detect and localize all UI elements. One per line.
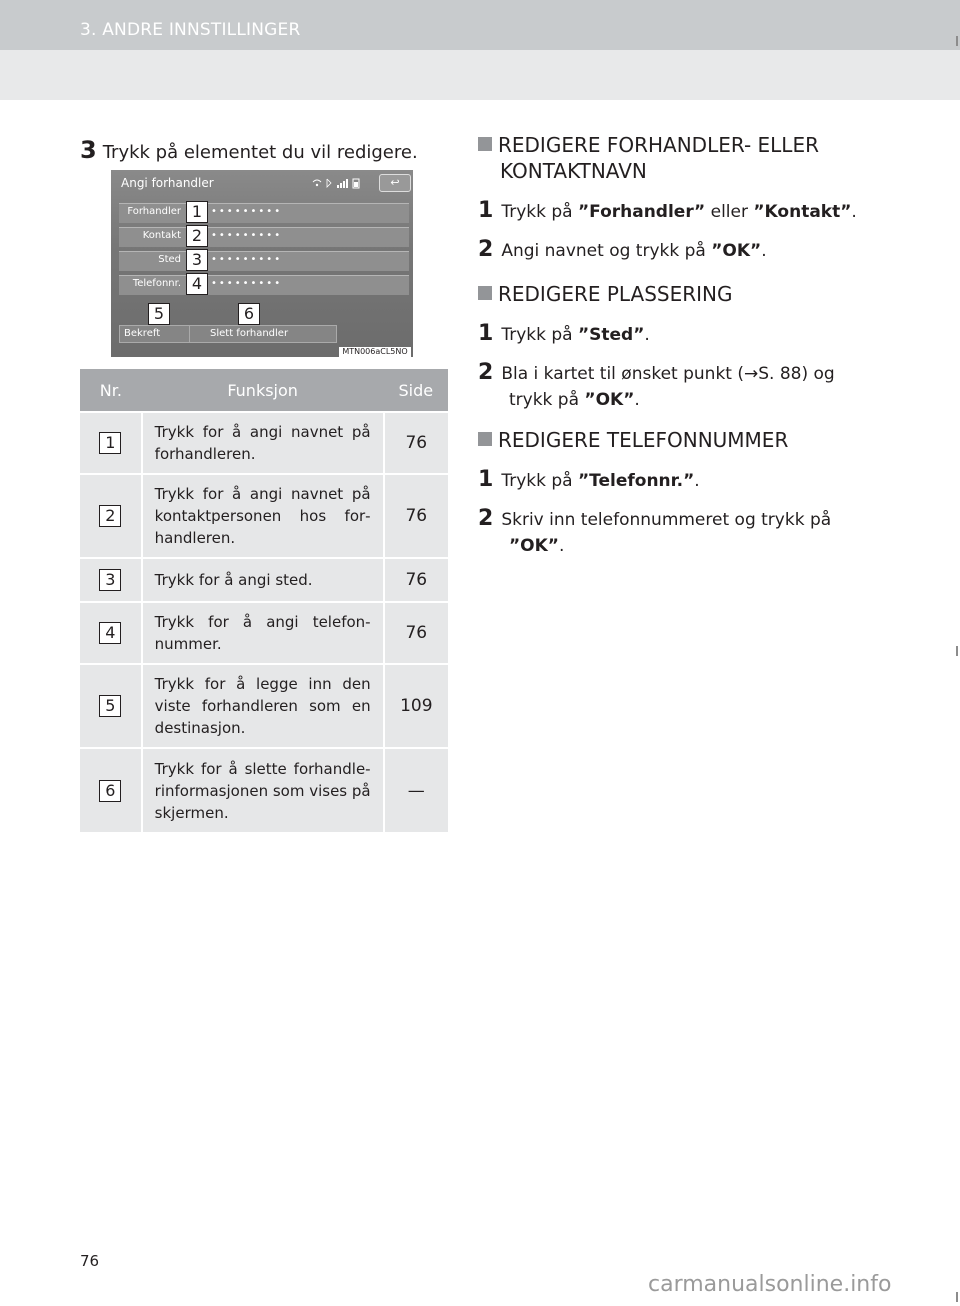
step-key-kontakt: ”Kontakt”	[753, 202, 852, 222]
row-function: Trykk for å angi telefonnummer.	[142, 602, 384, 664]
step-text: .	[694, 471, 700, 491]
section-edit-phone	[478, 427, 858, 559]
section-edit-name	[478, 132, 858, 264]
step-1	[478, 198, 858, 225]
figure-code: MTN006aCL5NO	[339, 347, 411, 357]
row-function: Trykk for å angi sted.	[142, 558, 384, 602]
delete-label: Slett forhandler	[210, 328, 289, 339]
step-text: .	[644, 325, 650, 345]
row-label: Forhandler	[127, 206, 181, 217]
row-sted[interactable]	[119, 251, 409, 271]
step-key-ok: ”OK”	[711, 241, 762, 261]
row-label: Sted	[158, 254, 181, 265]
step-text: eller	[705, 202, 754, 222]
step-text: Trykk på elementet du vil redigere.	[102, 142, 418, 163]
row-page: 109	[384, 664, 448, 748]
row-page: —	[384, 748, 448, 832]
step-text: .	[558, 536, 565, 556]
row-nr	[80, 664, 142, 748]
step-text: Trykk på	[501, 202, 578, 222]
section-edit-location	[478, 281, 858, 413]
heading-text: REDIGERE TELEFONNUMMER	[498, 428, 789, 452]
header-nr: Nr.	[80, 369, 142, 412]
row-nr	[80, 558, 142, 602]
confirm-button[interactable]	[119, 325, 191, 343]
table-header-row	[80, 369, 448, 412]
step-text: .	[851, 202, 857, 222]
row-value: •••••••••	[211, 278, 283, 289]
callout-badge: 4	[186, 273, 208, 295]
step-number: 1	[478, 198, 494, 223]
callout-badge: 6	[238, 303, 260, 325]
status-icons	[311, 177, 367, 192]
page-number: 76	[80, 1252, 100, 1270]
header-subbar	[0, 50, 960, 100]
step-text: .	[761, 241, 767, 261]
step-2	[478, 237, 858, 264]
step-text: .	[634, 390, 640, 410]
step-number: 2	[478, 360, 494, 385]
row-kontakt[interactable]	[119, 227, 409, 247]
callout-badge: 5	[148, 303, 170, 325]
nr-box: 6	[99, 780, 121, 802]
step-number: 1	[478, 467, 494, 492]
callout-badge: 2	[186, 225, 208, 247]
section-heading	[478, 427, 858, 453]
nr-box: 3	[99, 569, 121, 591]
watermark: carmanualsonline.info	[648, 1272, 892, 1297]
row-value: •••••••••	[211, 230, 283, 241]
callout-badge: 1	[186, 201, 208, 223]
row-function: Trykk for å slette forhandlerinformasjonen som vises på skjermen.	[142, 748, 384, 832]
step-2	[478, 506, 858, 559]
step-number: 3	[80, 136, 97, 164]
nr-box: 2	[99, 505, 121, 527]
step-1	[478, 467, 858, 494]
row-function: Trykk for å angi navnet på kontaktpersonen hos forhandleren.	[142, 474, 384, 558]
callout-badge: 3	[186, 249, 208, 271]
row-nr	[80, 748, 142, 832]
table-row	[80, 602, 448, 664]
row-function: Trykk for å legge inn den viste forhandleren som en destinasjon.	[142, 664, 384, 748]
step-text: Bla i kartet til ønsket punkt (→S. 88) og	[501, 364, 835, 384]
function-table	[80, 369, 448, 832]
crop-mark	[956, 1292, 958, 1302]
row-value: •••••••••	[211, 254, 283, 265]
step-key-ok: ”OK”	[509, 536, 559, 556]
header-function: Funksjon	[142, 369, 384, 412]
heading-line1: REDIGERE FORHANDLER- ELLER	[498, 133, 819, 157]
bullet-square-icon	[478, 432, 492, 446]
row-label: Telefonnr.	[132, 278, 181, 289]
row-nr	[80, 602, 142, 664]
step-number: 1	[478, 321, 494, 346]
nr-box: 5	[99, 695, 121, 717]
step-3	[80, 136, 418, 164]
section-heading	[478, 132, 858, 184]
bullet-square-icon	[478, 137, 492, 151]
step-2	[478, 360, 858, 413]
step-key-sted: ”Sted”	[577, 325, 645, 345]
row-value: •••••••••	[211, 206, 283, 217]
table-row	[80, 664, 448, 748]
row-function: Trykk for å angi navnet på forhandleren.	[142, 412, 384, 474]
back-arrow-icon: ↩	[390, 176, 400, 189]
crop-mark	[956, 36, 958, 46]
step-text: Skriv inn telefonnummeret og trykk på	[501, 510, 832, 530]
delete-dealer-button[interactable]	[189, 325, 337, 343]
row-page: 76	[384, 474, 448, 558]
table-row	[80, 474, 448, 558]
nr-box: 4	[99, 622, 121, 644]
step-number: 2	[478, 506, 494, 531]
step-text: Trykk på	[501, 325, 578, 345]
row-page: 76	[384, 412, 448, 474]
row-page: 76	[384, 558, 448, 602]
confirm-label: Bekreft	[124, 328, 161, 339]
crop-mark	[956, 646, 958, 656]
row-telefonnr[interactable]	[119, 275, 409, 295]
row-page: 76	[384, 602, 448, 664]
row-forhandler[interactable]	[119, 203, 409, 223]
bullet-square-icon	[478, 286, 492, 300]
step-key-ok: ”OK”	[584, 390, 635, 410]
step-key-telefonnr: ”Telefonnr.”	[577, 471, 695, 491]
header-bar	[0, 0, 960, 50]
screen-illustration	[111, 170, 413, 357]
nr-box: 1	[99, 432, 121, 454]
heading-line2: KONTAKTNAVN	[500, 159, 647, 183]
signal-icon	[311, 177, 367, 189]
header-page: Side	[384, 369, 448, 412]
back-button[interactable]	[379, 174, 411, 192]
step-text: trykk på	[509, 390, 585, 410]
table-row	[80, 558, 448, 602]
step-text: Angi navnet og trykk på	[501, 241, 712, 261]
step-number: 2	[478, 237, 494, 262]
table-row	[80, 412, 448, 474]
step-text: Trykk på	[501, 471, 578, 491]
screen-title: Angi forhandler	[121, 176, 214, 190]
row-nr	[80, 474, 142, 558]
step-1	[478, 321, 858, 348]
step-key-forhandler: ”Forhandler”	[577, 202, 706, 222]
table-row	[80, 748, 448, 832]
row-nr	[80, 412, 142, 474]
heading-text: REDIGERE PLASSERING	[498, 282, 733, 306]
section-title: 3. ANDRE INNSTILLINGER	[80, 20, 301, 40]
row-label: Kontakt	[142, 230, 181, 241]
section-heading	[478, 281, 858, 307]
